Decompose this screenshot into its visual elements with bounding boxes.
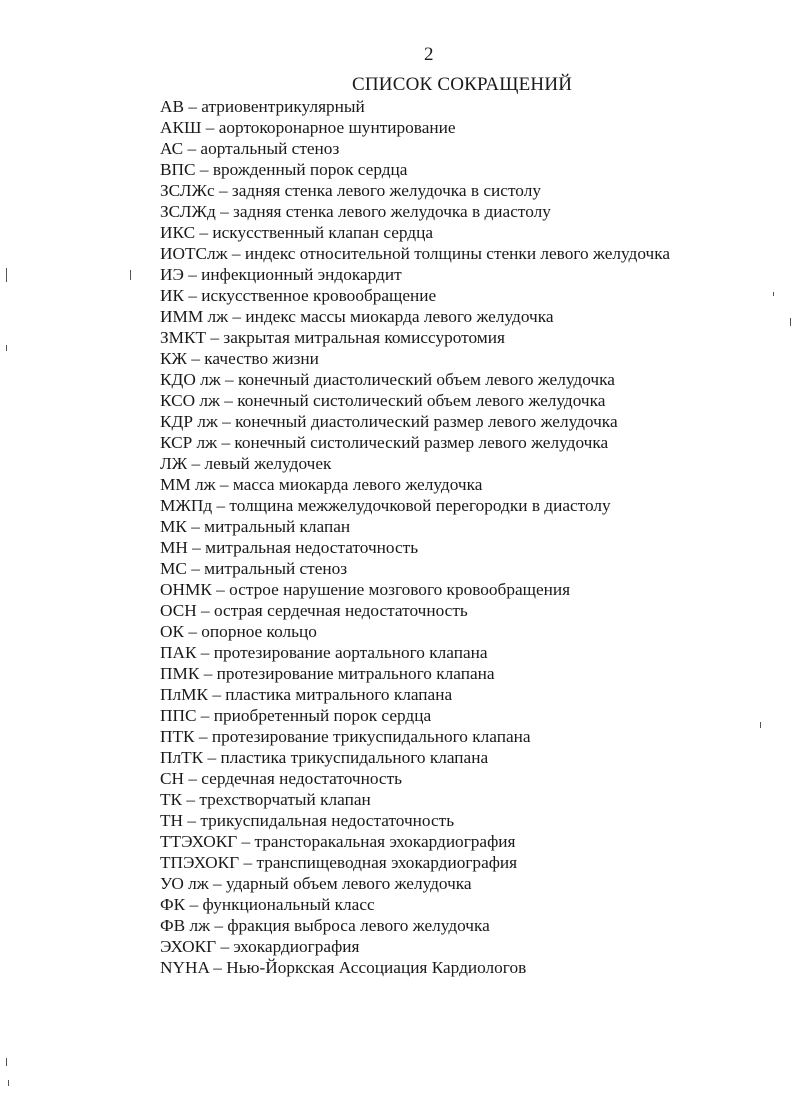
abbreviation-item: NYHA – Нью-Йоркская Ассоциация Кардиологов — [160, 958, 527, 977]
abbreviation-item: МЖПд – толщина межжелудочковой перегородки в диастолу — [160, 496, 611, 515]
abbreviation-item: ПлТК – пластика трикуспидального клапана — [160, 748, 489, 767]
abbreviation-item: ОНМК – острое нарушение мозгового кровообращения — [160, 580, 571, 599]
scan-speck — [6, 1058, 7, 1066]
abbreviation-item: ЭХОКГ – эхокардиография — [160, 937, 360, 956]
abbreviation-item: ИЭ – инфекционный эндокардит — [160, 265, 402, 284]
scan-speck — [6, 345, 7, 351]
abbreviation-item: ОСН – острая сердечная недостаточность — [160, 601, 468, 620]
abbreviation-item: АС – аортальный стеноз — [160, 139, 340, 158]
abbreviation-item: ФК – функциональный класс — [160, 895, 375, 914]
abbreviation-item: КДР лж – конечный диастолический размер левого желудочка — [160, 412, 618, 431]
abbreviation-item: МК – митральный клапан — [160, 517, 351, 536]
abbreviation-item: АКШ – аортокоронарное шунтирование — [160, 118, 456, 137]
abbreviation-item: ЗСЛЖс – задняя стенка левого желудочка в систолу — [160, 181, 541, 200]
abbreviation-item: ПАК – протезирование аортального клапана — [160, 643, 488, 662]
abbreviation-item: СН – сердечная недостаточность — [160, 769, 403, 788]
scan-speck — [760, 722, 761, 728]
abbreviation-item: ФВ лж – фракция выброса левого желудочка — [160, 916, 490, 935]
abbreviation-item: ЗСЛЖд – задняя стенка левого желудочка в диастолу — [160, 202, 551, 221]
abbreviation-item: ИММ лж – индекс массы миокарда левого желудочка — [160, 307, 554, 326]
abbreviation-item: УО лж – ударный объем левого желудочка — [160, 874, 472, 893]
abbreviation-item: ИК – искусственное кровообращение — [160, 286, 437, 305]
abbreviation-item: ВПС – врожденный порок сердца — [160, 160, 408, 179]
abbreviation-item: ТН – трикуспидальная недостаточность — [160, 811, 455, 830]
abbreviation-item: ТТЭХОКГ – трансторакальная эхокардиография — [160, 832, 516, 851]
scan-speck — [8, 1080, 9, 1086]
scan-speck — [773, 292, 774, 296]
scan-speck — [790, 318, 791, 326]
page-number: 2 — [424, 44, 434, 65]
abbreviation-item: ЗМКТ – закрытая митральная комиссуротомия — [160, 328, 505, 347]
scan-speck — [130, 270, 131, 280]
abbreviation-item: АВ – атриовентрикулярный — [160, 97, 365, 116]
abbreviation-item: ОК – опорное кольцо — [160, 622, 317, 641]
abbreviation-item: КДО лж – конечный диастолический объем левого желудочка — [160, 370, 615, 389]
abbreviation-item: КСР лж – конечный систолический размер левого желудочка — [160, 433, 609, 452]
scan-speck — [6, 268, 7, 282]
abbreviation-item: МС – митральный стеноз — [160, 559, 348, 578]
abbreviation-item: ЛЖ – левый желудочек — [160, 454, 332, 473]
abbreviation-item: ИОТСлж – индекс относительной толщины стенки левого желудочка — [160, 244, 671, 263]
abbreviation-item: МН – митральная недостаточность — [160, 538, 419, 557]
abbreviation-item: ИКС – искусственный клапан сердца — [160, 223, 434, 242]
page-title: СПИСОК СОКРАЩЕНИЙ — [352, 74, 573, 95]
abbreviation-item: ТК – трехстворчатый клапан — [160, 790, 371, 809]
abbreviation-item: ПМК – протезирование митрального клапана — [160, 664, 495, 683]
abbreviation-list — [160, 96, 780, 978]
abbreviation-item: КЖ – качество жизни — [160, 349, 319, 368]
abbreviation-item: ТПЭХОКГ – транспищеводная эхокардиография — [160, 853, 518, 872]
abbreviation-item: ПТК – протезирование трикуспидального клапана — [160, 727, 531, 746]
abbreviation-item: ПлМК – пластика митрального клапана — [160, 685, 453, 704]
abbreviation-item: КСО лж – конечный систолический объем левого желудочка — [160, 391, 606, 410]
abbreviation-item: ММ лж – масса миокарда левого желудочка — [160, 475, 483, 494]
abbreviation-item: ППС – приобретенный порок сердца — [160, 706, 432, 725]
